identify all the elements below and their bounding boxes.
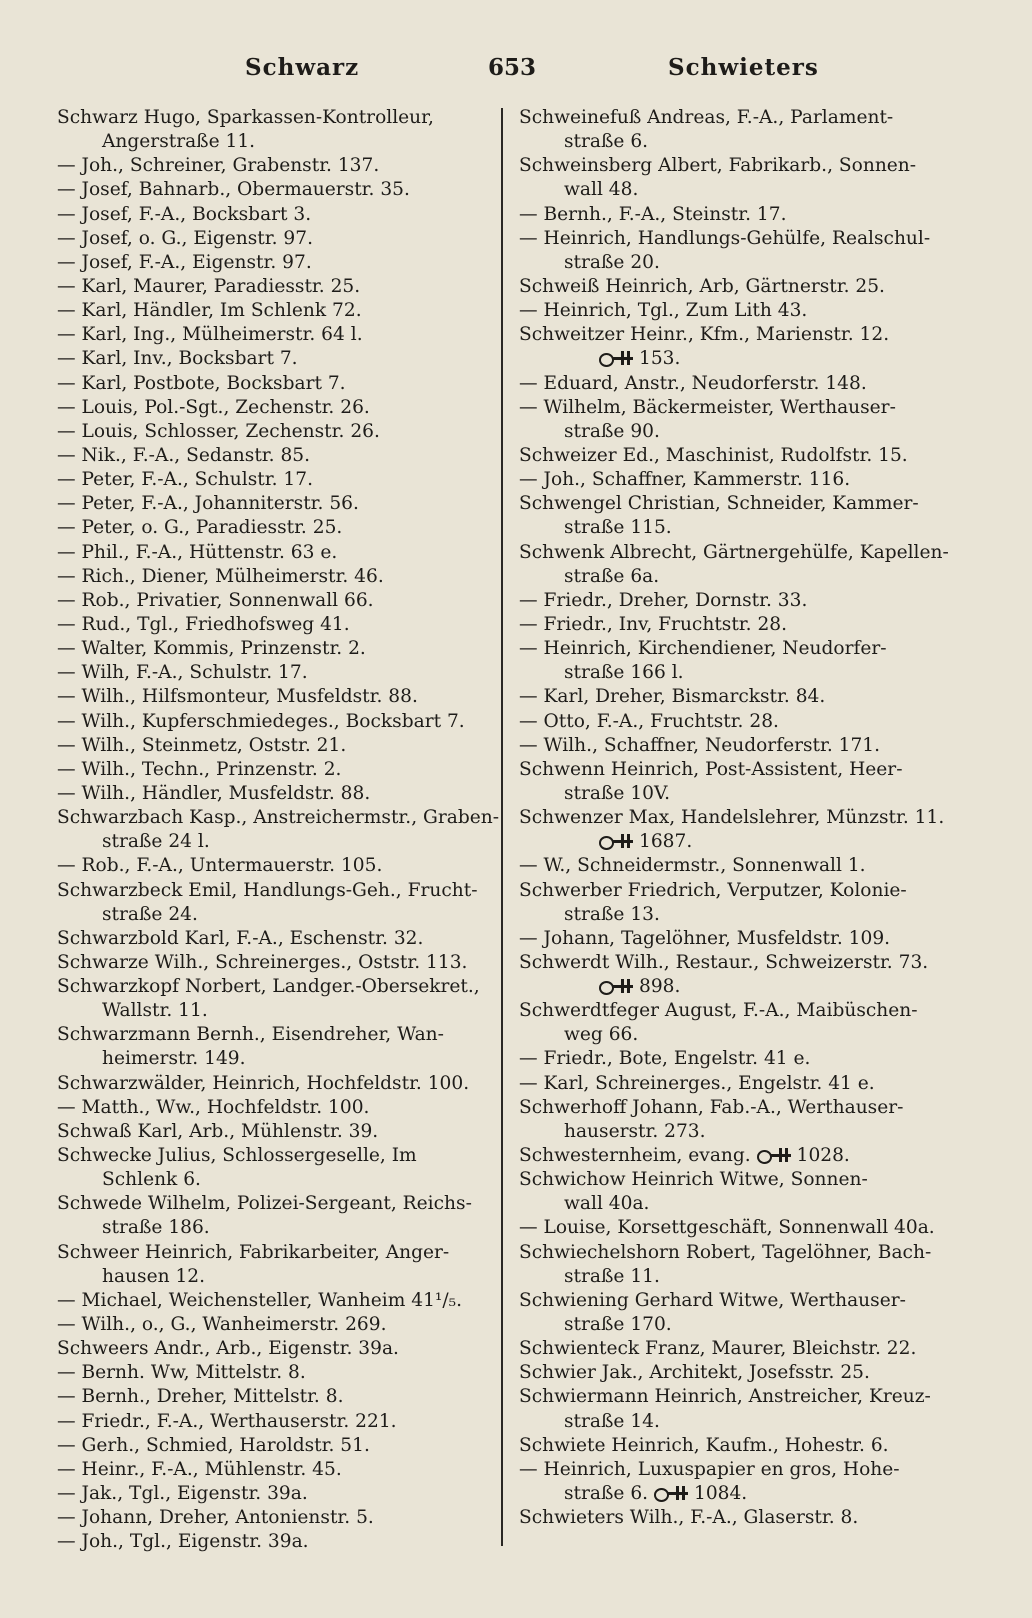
directory-line: Schlenk 6. [102,1169,201,1191]
directory-line: — Nik., F.-A., Sedanstr. 85. [57,444,311,466]
directory-line: — Wilh., Händler, Musfeldstr. 88. [57,782,371,804]
directory-line: — Josef, Bahnarb., Obermauerstr. 35. [57,179,410,201]
directory-line: straße 11. [564,1265,660,1287]
directory-line: straße 24 l. [102,831,210,853]
directory-line: — Eduard, Anstr., Neudorferstr. 148. [519,372,867,394]
directory-line: wall 40a. [564,1193,650,1215]
directory-line: — Friedr., Bote, Engelstr. 41 e. [519,1048,811,1070]
directory-line: — Rud., Tgl., Friedhofsweg 41. [57,613,350,635]
directory-line: straße 13. [564,903,660,925]
directory-line: straße 6. [564,131,649,153]
directory-line: — Wilh., Steinmetz, Oststr. 21. [57,734,347,756]
directory-line: 153. [519,347,967,371]
directory-line: — Rich., Diener, Mülheimerstr. 46. [57,565,384,587]
directory-line: — Johann, Tagelöhner, Musfeldstr. 109. [519,927,891,949]
directory-line: Schwienteck Franz, Maurer, Bleichstr. 22. [519,1338,917,1360]
directory-line: — Heinrich, Kirchendiener, Neudorfer- [519,638,887,660]
directory-line: 898. [519,975,967,999]
directory-line: Schwier Jak., Architekt, Josefsstr. 25. [519,1362,870,1384]
directory-line: — Joh., Schreiner, Grabenstr. 137. [57,155,380,177]
directory-line: — Wilh., Kupferschmiedeges., Bocksbart 7. [57,710,465,732]
directory-line: weg 66. [564,1024,639,1046]
directory-line: straße 115. [564,517,672,539]
directory-line: — Bernh., F.-A., Steinstr. 17. [519,203,787,225]
telephone-icon [599,351,633,365]
telephone-number: 1028. [796,1145,850,1167]
directory-line: Schwiermann Heinrich, Anstreicher, Kreuz- [519,1386,931,1408]
directory-line: — Walter, Kommis, Prinzenstr. 2. [57,638,366,660]
directory-line: — Rob., Privatier, Sonnenwall 66. [57,589,374,611]
directory-line: — Friedr., Inv, Fruchtstr. 28. [519,613,788,635]
directory-line: Schwarzmann Bernh., Eisendreher, Wan- [57,1024,444,1046]
directory-line: Schweitzer Heinr., Kfm., Marienstr. 12. [519,324,890,346]
directory-line: Schwarzbach Kasp., Anstreichermstr., Graben- [57,807,500,829]
directory-line: straße 6. 1084. [564,1483,748,1505]
directory-line: Schwerber Friedrich, Verputzer, Kolonie- [519,879,907,901]
directory-line: Schwiening Gerhard Witwe, Werthauser- [519,1289,906,1311]
running-head-right: Schwieters [668,54,819,81]
directory-line: Schwenn Heinrich, Post-Assistent, Heer- [519,758,903,780]
directory-line: Schwengel Christian, Schneider, Kammer- [519,493,919,515]
directory-line: wall 48. [564,179,639,201]
directory-line: straße 20. [564,251,660,273]
directory-line: Schweers Andr., Arb., Eigenstr. 39a. [57,1338,399,1360]
page-number: 653 [488,54,537,81]
directory-line: Schweinsberg Albert, Fabrikarb., Sonnen- [519,155,917,177]
directory-line: — Matth., Ww., Hochfeldstr. 100. [57,1096,370,1118]
directory-line: Schwesternheim, evang. 1028. [519,1145,850,1167]
directory-line: Schwarzwälder, Heinrich, Hochfeldstr. 100. [57,1072,470,1094]
directory-line: straße 24. [102,903,198,925]
directory-line: hausen 12. [102,1265,206,1287]
directory-line: — Karl, Postbote, Bocksbart 7. [57,372,346,394]
directory-line: — Karl, Ing., Mülheimerstr. 64 l. [57,324,363,346]
directory-line: — Phil., F.-A., Hüttenstr. 63 e. [57,541,338,563]
directory-line: — Peter, F.-A., Johanniterstr. 56. [57,493,359,515]
telephone-icon [654,1486,688,1500]
directory-line: — Karl, Händler, Im Schlenk 72. [57,300,362,322]
directory-line: — Joh., Schaffner, Kammerstr. 116. [519,469,851,491]
directory-line: straße 166 l. [564,662,684,684]
directory-line: Schwichow Heinrich Witwe, Sonnen- [519,1169,868,1191]
directory-line: Schwarzkopf Norbert, Landger.-Obersekret., [57,976,480,998]
left-column [57,106,505,1554]
telephone-icon [757,1148,791,1162]
directory-line: straße 90. [564,420,660,442]
directory-line: — Wilh., Schaffner, Neudorferstr. 171. [519,734,881,756]
directory-line: Schweinefuß Andreas, F.-A., Parlament- [519,107,894,128]
directory-line: — Karl, Maurer, Paradiesstr. 25. [57,275,361,297]
directory-line: — Karl, Dreher, Bismarckstr. 84. [519,686,826,708]
directory-line: — Josef, F.-A., Eigenstr. 97. [57,251,312,273]
directory-line: — W., Schneidermstr., Sonnenwall 1. [519,855,866,877]
directory-line: Schwerhoff Johann, Fab.-A., Werthauser- [519,1096,904,1118]
directory-line: heimerstr. 149. [102,1048,246,1070]
directory-line: Schwede Wilhelm, Polizei-Sergeant, Reichs- [57,1193,472,1215]
directory-line: straße 170. [564,1314,672,1336]
directory-line: Schwarze Wilh., Schreinerges., Oststr. 113. [57,951,468,973]
directory-line: straße 10V. [564,782,671,804]
directory-line: 1687. [519,830,967,854]
directory-line: Wallstr. 11. [102,1000,208,1022]
directory-line: — Peter, o. G., Paradiesstr. 25. [57,517,343,539]
directory-line: — Friedr., F.-A., Werthauserstr. 221. [57,1410,397,1432]
directory-line: — Otto, F.-A., Fruchtstr. 28. [519,710,779,732]
telephone-icon [599,979,633,993]
directory-line: Schwiete Heinrich, Kaufm., Hohestr. 6. [519,1434,889,1456]
directory-line: — Louis, Pol.-Sgt., Zechenstr. 26. [57,396,370,418]
running-head-left: Schwarz [245,54,360,81]
directory-line: — Bernh. Ww, Mittelstr. 8. [57,1362,306,1384]
directory-line: Schwerdtfeger August, F.-A., Maibüschen- [519,1000,918,1022]
directory-line: — Wilh., o., G., Wanheimerstr. 269. [57,1314,387,1336]
directory-line: Schweer Heinrich, Fabrikarbeiter, Anger- [57,1241,450,1263]
directory-line: — Josef, o. G., Eigenstr. 97. [57,227,313,249]
directory-line: — Peter, F.-A., Schulstr. 17. [57,469,313,491]
telephone-number: 1084. [693,1483,748,1505]
directory-line: Schwenk Albrecht, Gärtnergehülfe, Kapellen- [519,541,949,563]
directory-line: Schwarzbeck Emil, Handlungs-Geh., Frucht- [57,879,478,901]
directory-line: — Wilhelm, Bäckermeister, Werthauser- [519,396,896,418]
directory-line: — Karl, Inv., Bocksbart 7. [57,348,298,370]
directory-line: — Heinr., F.-A., Mühlenstr. 45. [57,1458,342,1480]
directory-line: — Heinrich, Tgl., Zum Lith 43. [519,300,808,322]
directory-line: — Wilh, F.-A., Schulstr. 17. [57,662,308,684]
directory-line: — Rob., F.-A., Untermauerstr. 105. [57,855,383,877]
telephone-icon [599,834,633,848]
directory-line: Schwiechelshorn Robert, Tagelöhner, Bach- [519,1241,932,1263]
directory-line: Schwecke Julius, Schlossergeselle, Im [57,1145,417,1167]
right-column [519,106,967,1530]
directory-line: — Michael, Weichensteller, Wanheim 41¹/₅. [57,1289,462,1311]
directory-line: hauserstr. 273. [564,1120,706,1142]
directory-line: — Wilh., Hilfsmonteur, Musfeldstr. 88. [57,686,418,708]
directory-line: Schwieters Wilh., F.-A., Glaserstr. 8. [519,1507,859,1529]
directory-line: — Karl, Schreinerges., Engelstr. 41 e. [519,1072,875,1094]
directory-line: — Heinrich, Handlungs-Gehülfe, Realschul- [519,227,931,249]
directory-line: — Jak., Tgl., Eigenstr. 39a. [57,1483,308,1505]
directory-line: — Wilh., Techn., Prinzenstr. 2. [57,758,342,780]
directory-line: Schwaß Karl, Arb., Mühlenstr. 39. [57,1120,379,1142]
directory-line: — Friedr., Dreher, Dornstr. 33. [519,589,808,611]
directory-line: — Joh., Tgl., Eigenstr. 39a. [57,1531,309,1553]
directory-line: Schwenzer Max, Handelslehrer, Münzstr. 11. [519,807,945,829]
directory-line: — Heinrich, Luxuspapier en gros, Hohe- [519,1458,900,1480]
page-header [0,54,1032,90]
directory-line: straße 14. [564,1410,660,1432]
directory-line: — Josef, F.-A., Bocksbart 3. [57,203,312,225]
directory-line: — Johann, Dreher, Antonienstr. 5. [57,1507,374,1529]
directory-line: straße 186. [102,1217,210,1239]
directory-line: — Gerh., Schmied, Haroldstr. 51. [57,1434,370,1456]
directory-line: Schweiß Heinrich, Arb, Gärtnerstr. 25. [519,275,885,297]
directory-line: — Bernh., Dreher, Mittelstr. 8. [57,1386,344,1408]
directory-line: — Louise, Korsettgeschäft, Sonnenwall 40a. [519,1217,935,1239]
directory-line: Schwarzbold Karl, F.-A., Eschenstr. 32. [57,927,424,949]
directory-line: — Louis, Schlosser, Zechenstr. 26. [57,420,380,442]
directory-line: Schweizer Ed., Maschinist, Rudolfstr. 15. [519,444,908,466]
directory-line: Schwerdt Wilh., Restaur., Schweizerstr. 73. [519,951,929,973]
directory-line: Schwarz Hugo, Sparkassen-Kontrolleur, [57,107,434,128]
directory-line: Angerstraße 11. [102,131,256,153]
directory-line: straße 6a. [564,565,660,587]
